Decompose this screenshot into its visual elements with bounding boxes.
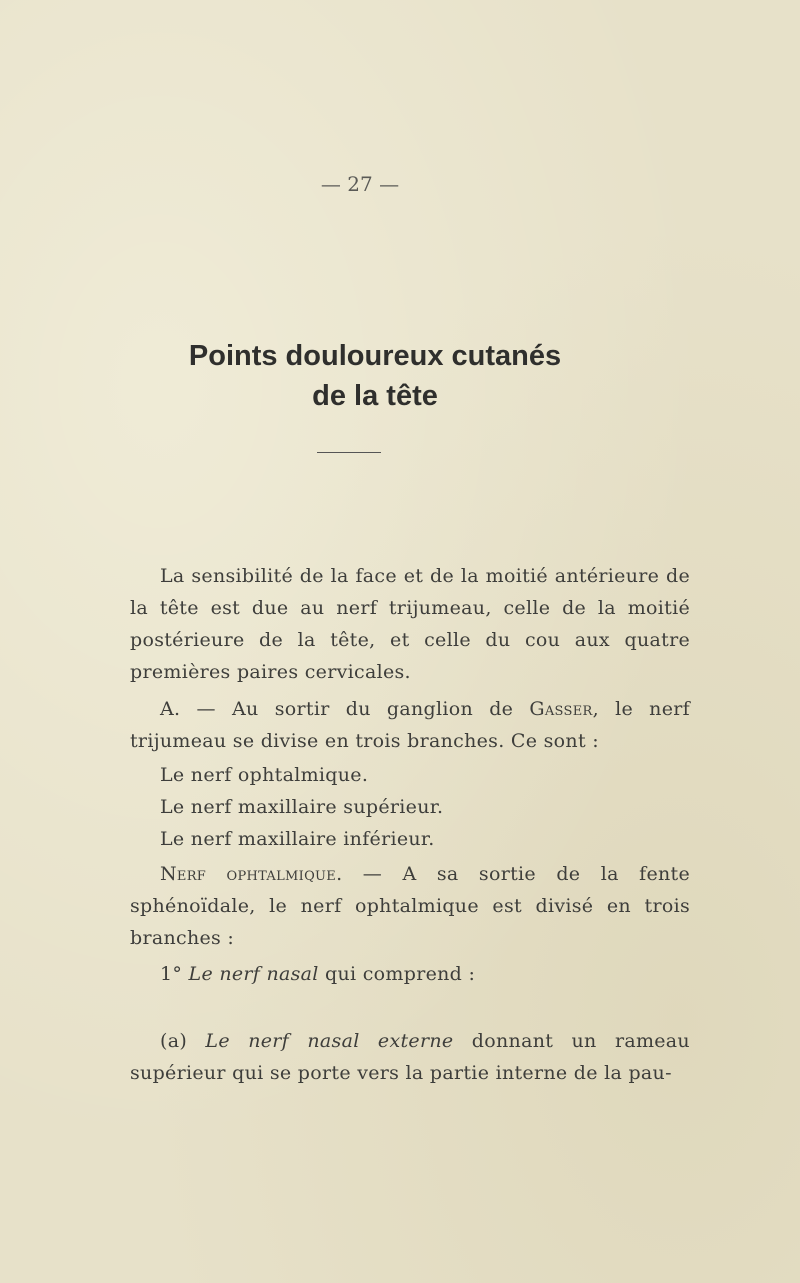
section-a-paragraph: [130, 693, 690, 757]
item-a-label: (a): [160, 1030, 206, 1052]
intro-paragraph: La sensibilité de la face et de la moitié antérieure de la tête est due au nerf trijumeau, celle de la moitié postérieure de la tête, et celle du cou aux quatre premières paires cervicales.: [130, 565, 690, 683]
item-1: [160, 958, 690, 990]
list-item: Le nerf ophtalmique.: [160, 764, 369, 786]
page-number: — 27 —: [320, 172, 400, 196]
ophtalmique-heading: Nerf ophtalmique.: [160, 863, 343, 885]
item-a: [130, 1025, 690, 1089]
gasser-name: Gasser: [529, 698, 593, 720]
section-a-lead: A. — Au sortir du ganglion de: [160, 698, 530, 720]
title-divider: [317, 452, 381, 453]
item-a-rest: donnant un rameau supérieur qui se porte vers la partie interne de la pau-: [130, 1030, 690, 1084]
title-line-1: Points douloureux cutanés: [188, 340, 562, 372]
item-1-italic: Le nerf nasal: [188, 963, 319, 985]
section-a-rest: , le nerf trijumeau se divise en trois branches. Ce sont :: [130, 698, 690, 752]
item-1-rest: qui comprend :: [318, 963, 476, 985]
branches-list: [160, 759, 660, 855]
ophtalmique-text: — A sa sortie de la fente sphénoïdale, le nerf ophtalmique est divisé en trois branches :: [130, 863, 691, 949]
title-line-2: de la tête: [312, 380, 438, 412]
chapter-title: [110, 336, 640, 416]
list-item: Le nerf maxillaire inférieur.: [160, 828, 435, 850]
item-1-number: 1°: [160, 963, 189, 985]
ophtalmique-paragraph: [130, 858, 690, 954]
list-item: Le nerf maxillaire supérieur.: [160, 796, 444, 818]
item-a-italic: Le nerf nasal externe: [205, 1030, 454, 1052]
